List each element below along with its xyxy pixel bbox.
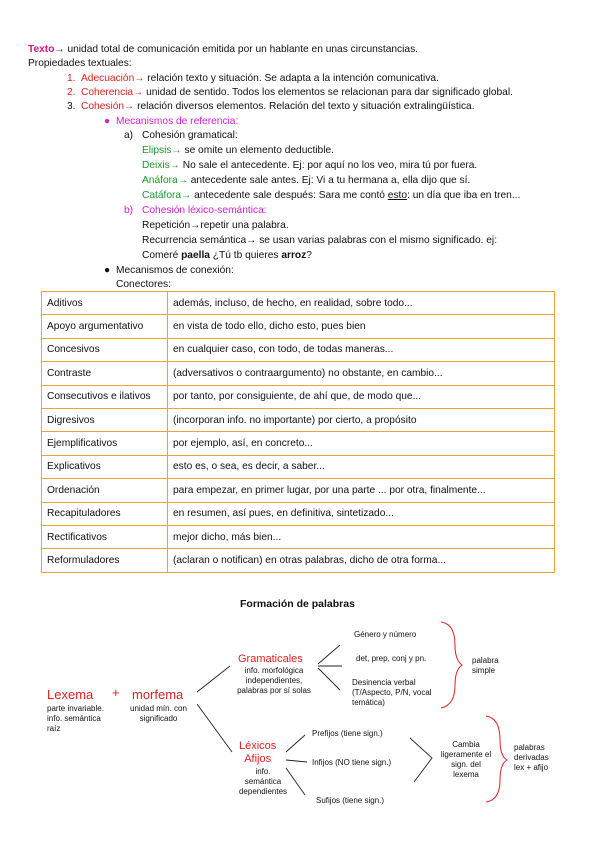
text: Comeré [142, 250, 182, 261]
reference-heading-text: Mecanismos de referencia: [116, 116, 239, 127]
gramaticales-note [230, 666, 318, 696]
note-line: palabras [514, 743, 545, 752]
text: : un día que iba en tren... [407, 190, 521, 201]
connector-examples: en vista de todo ello, dicho esto, pues bien [168, 315, 555, 338]
term: Anáfora [142, 175, 178, 186]
list-number: 1. [67, 73, 76, 84]
arrow: → [124, 101, 135, 112]
lexema-note [47, 704, 104, 734]
underlined-word: esto [387, 190, 408, 201]
afijo-item: Prefijos (tiene sign.) [312, 729, 383, 738]
note-line: independientes, [245, 676, 303, 685]
term-texto: Texto [28, 44, 55, 55]
text: antecedente sale antes. Ej: Vi a tu hermana a, ella dijo que sí. [187, 175, 471, 186]
chevron-line [410, 738, 432, 782]
connector-examples: por tanto, por consiguiente, de ahí que, de modo que... [168, 385, 555, 408]
note-line: unidad mín. con [130, 704, 187, 713]
label-line: Afijos [244, 753, 272, 765]
note-line: simple [472, 666, 496, 675]
note-line: raíz [47, 724, 61, 733]
connector-type: Aditivos [42, 292, 168, 315]
connector-examples: en resumen, así pues, en definitiva, sintetizado... [168, 502, 555, 525]
list-number: 2. [67, 87, 76, 98]
arrow: → [54, 44, 65, 55]
connector-examples: (incorporan info. no importante) por cierto, a propósito [168, 408, 555, 431]
gram-item [352, 678, 432, 708]
note-line: significado [139, 714, 178, 723]
connector-type: Ordenación [42, 479, 168, 502]
connector-examples: en cualquier caso, con todo, de todas maneras... [168, 338, 555, 361]
lexicos-note [233, 767, 293, 797]
subheading: Cohesión léxico-semántica: [142, 205, 267, 216]
property-term: Cohesión [81, 101, 125, 112]
property-text: relación diversos elementos. Relación del texto y situación extralingüística. [134, 101, 475, 112]
gram-item-line: temática) [352, 698, 385, 707]
bold-word: arroz [281, 250, 307, 261]
property-term: Adecuación [81, 73, 135, 84]
term: Elipsis [142, 145, 172, 156]
diagram-title: Formación de palabras [240, 598, 355, 610]
connector-type: Consecutivos e ilativos [42, 385, 168, 408]
arrow: → [169, 160, 180, 171]
property-term: Coherencia [81, 87, 134, 98]
label-line: Léxicos [239, 740, 277, 752]
connector-type: Ejemplificativos [42, 432, 168, 455]
palabra-simple [472, 656, 499, 676]
text: antecedente sale después: Sara me contó [191, 190, 388, 201]
texto-definition: unidad total de comunicación emitida por un hablante en unas circunstancias. [64, 44, 418, 55]
text: ? [306, 250, 312, 261]
connector-type: Reformuladores [42, 549, 168, 572]
property-text: unidad de sentido. Todos los elementos se relacionan para dar significado global. [143, 87, 513, 98]
connector-examples: (adversativos o contraargumento) no obstante, en cambio... [168, 362, 555, 385]
derivadas-note [514, 743, 549, 773]
connection-heading-text: Mecanismos de conexión: [116, 265, 234, 276]
connectors-subheading: Conectores: [116, 279, 171, 290]
morfema-note [130, 704, 187, 724]
arrow: → [171, 145, 182, 156]
connector-examples: (aclaran o notifican) en otras palabras, dicho de otra forma... [168, 549, 555, 572]
connector-type: Concesivos [42, 338, 168, 361]
props-heading: Propiedades textuales: [28, 58, 132, 69]
branch-line [318, 645, 340, 664]
connector-examples: por ejemplo, así, en concreto... [168, 432, 555, 455]
afijo-item: Sufijos (tiene sign.) [316, 796, 385, 805]
text: ¿Tú tb quieres [209, 250, 282, 261]
note-line: info. [255, 767, 271, 776]
gram-item-line: (T/Aspecto, P/N, vocal [352, 688, 432, 697]
bullet-icon: ● [104, 265, 111, 276]
note-line: derivadas [514, 753, 549, 762]
note-line: sign. del [451, 760, 481, 769]
connector-examples: además, incluso, de hecho, en realidad, sobre todo... [168, 292, 555, 315]
note-line: lex + afijo [514, 763, 549, 772]
bullet-icon: ● [104, 116, 111, 127]
connector-examples: mejor dicho, más bien... [168, 525, 555, 548]
branch-line [318, 668, 340, 690]
gramaticales-label: Gramaticales [238, 653, 303, 665]
note-line: lexema [453, 770, 479, 779]
note-line: palabras por sí solas [237, 686, 311, 695]
lexema-label: Lexema [47, 687, 94, 702]
bold-word: paella [181, 250, 210, 261]
note-line: dependientes [238, 787, 288, 796]
connector-type: Contraste [42, 362, 168, 385]
plus-sign: + [112, 685, 120, 700]
cambia-note [440, 740, 492, 780]
branch-line [286, 760, 307, 762]
gram-item: Género y número [354, 630, 417, 639]
note-line: Cambia [452, 740, 480, 749]
arrow: → [177, 175, 188, 186]
branch-line [286, 735, 305, 752]
term: Catáfora [142, 190, 182, 201]
branch-line [197, 666, 230, 692]
connector-examples: para empezar, en primer lugar, por una parte ... por otra, finalmente... [168, 479, 555, 502]
lexical-line: Recurrencia semántica→ se usan varias palabras con el mismo significado. ej: [142, 235, 498, 246]
text: No sale el antecedente. Ej: por aquí no los veo, mira tú por fuera. [179, 160, 478, 171]
brace-shape [441, 622, 462, 708]
connector-type: Apoyo argumentativo [42, 315, 168, 338]
text: se omite un elemento deductible. [181, 145, 334, 156]
lexical-line: Repetición→repetir una palabra. [142, 220, 289, 231]
connector-type: Explicativos [42, 455, 168, 478]
list-letter: a) [124, 130, 134, 141]
note-line: info. morfológica [244, 666, 304, 675]
list-letter: b) [124, 205, 134, 216]
gram-item-line: Desinencia verbal [352, 678, 416, 687]
connector-type: Recapituladores [42, 502, 168, 525]
note-line: palabra [472, 656, 499, 665]
branch-line [197, 704, 232, 752]
afijo-item: Infijos (NO tiene sign.) [312, 758, 392, 767]
gram-item: det, prep, conj y pn. [356, 654, 427, 663]
lexicos-label [239, 740, 276, 766]
note-line: info. semántica [47, 714, 101, 723]
note-line: semántica [244, 777, 282, 786]
note-line: ligeramente el [440, 750, 492, 759]
connector-examples: esto es, o sea, es decir, a saber... [168, 455, 555, 478]
list-number: 3. [67, 101, 76, 112]
property-text: relación texto y situación. Se adapta a la intención comunicativa. [144, 73, 439, 84]
connector-type: Rectificativos [42, 525, 168, 548]
connector-type: Digresivos [42, 408, 168, 431]
arrow: → [181, 190, 192, 201]
arrow: → [134, 73, 145, 84]
arrow: → [133, 87, 144, 98]
term: Deixis [142, 160, 170, 171]
note-line: parte invariable. [47, 704, 104, 713]
subheading: Cohesión gramatical: [142, 130, 238, 141]
morfema-label: morfema [132, 687, 184, 702]
